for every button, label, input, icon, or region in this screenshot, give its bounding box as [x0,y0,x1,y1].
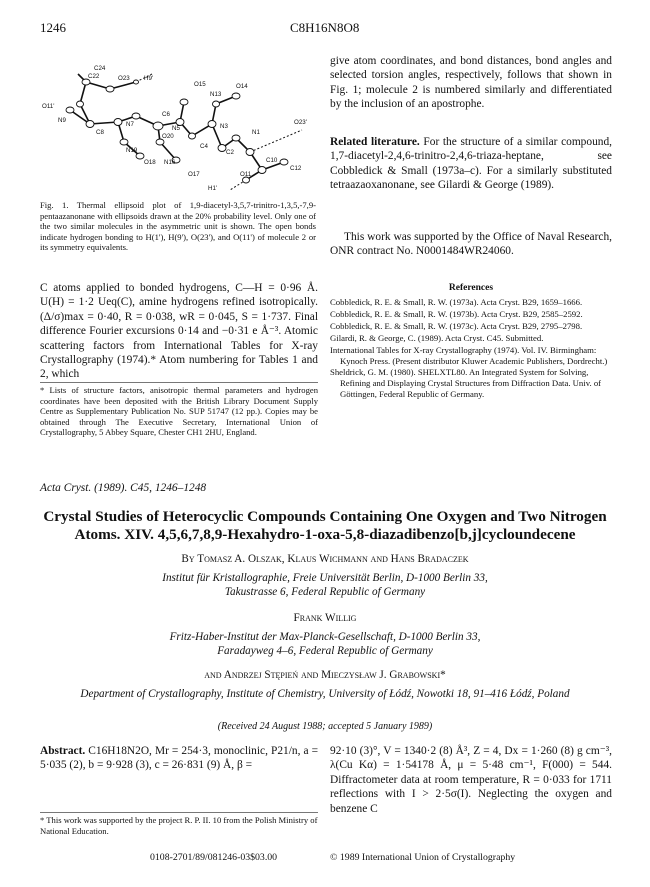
related-literature [330,135,612,193]
abstract-right: 92·10 (3)°, V = 1340·2 (8) Å³, Z = 4, Dx = 1·260 (8) g cm⁻³, λ(Cu Kα) = 1·54178 Å, μ = 5·48 cm⁻¹, F(000) = 544. Diffractometer data at room temperature, R = 0·033 for 1711 reflections with I > 2·5σ(I). Neglecting the oxygen and benzene C [330,745,612,815]
reference-item: Cobbledick, R. E. & Small, R. W. (1973a). Acta Cryst. B29, 1659–1666. [330,297,583,307]
atom-label: C10 [266,157,278,164]
authors-line-1: By Tomasz A. Olszak, Klaus Wichmann and Hans Bradaczek [181,553,469,565]
atom-label: O14 [236,83,248,90]
atom-label: C8 [96,129,104,136]
abstract-left [40,744,318,773]
atom-label: N1 [252,129,260,136]
page-number: 1246 [40,20,66,35]
related-literature-text: For the structure of a similar compound, 1,7-diacetyl-2,4,6-trinitro-2,4,6-triaza-heptane, see Cobbledick & Small (1973a–c). For a similarly substituted tetraazaoxanonane, see Gilardi & George (1989). [330,136,612,192]
atom-label: N9 [58,117,66,124]
references-title: References [448,283,494,293]
atom-label: C4 [200,143,208,150]
article-title: Crystal Studies of Heterocyclic Compounds Containing One Oxygen and Two Nitrogen Atoms. XIV. 4,5,6,7,8,9-Hexahydro-1-oxa-5,8-diazadibenzo[b,j]cycloundecene [43,508,607,543]
article-code: 0108-2701/89/081246-03$03.00 [150,852,278,863]
figure-caption: Fig. 1. Thermal ellipsoid plot of 1,9-diacetyl-3,5,7-trinitro-1,3,5,-7,9-pentaazanonane with ellipsoids drawn at the 20% probability level. Only one of the two similar molecules in the asymmetric unit is shown. The open bonds indicate hydrogen bonding to H(1'), H(9'), O(23'), and O(11') of molecule 2 or its symmetry equivalents. [40,200,316,253]
reference-item: Cobbledick, R. E. & Small, R. W. (1973c). Acta Cryst. B29, 2795–2798. [330,320,583,331]
atom-label: C22 [88,73,100,80]
atom-label: O17 [188,171,200,178]
atom-label: H1' [208,185,218,192]
atom-label: C12 [290,165,302,172]
abstract-label: Abstract. [40,745,86,757]
authors-line-2: Frank Willig [293,612,357,624]
right-body-paragraph: give atom coordinates, and bond distances, bond angles and selected torsion angles, respectively, follows that shown in Fig. 1; molecule 2 is numbered similarly and differentiated by the inclusion of an apostrophe. [330,55,612,111]
atom-label: O20 [162,133,174,140]
references-list [330,297,612,401]
received-dates: (Received 24 August 1988; accepted 5 January 1989) [217,721,433,732]
authors-line-3: and Andrzej Stępień and Mieczysław J. Grabowski* [204,669,446,681]
atom-label: O15 [194,81,206,88]
atom-label: N13 [210,91,222,98]
atom-label: O11' [42,103,55,110]
atom-label: O23 [118,75,130,82]
footnote-divider [40,382,318,383]
affiliation-1: Institut für Kristallographie, Freie Universität Berlin, D-1000 Berlin 33, Takustrasse 6, Federal Republic of Germany [162,572,488,599]
atom-label: N3 [220,123,228,130]
running-head-formula: C8H16N8O8 [290,20,360,35]
atom-label: N19 [126,147,138,154]
atom-label: C6 [162,111,170,118]
reference-item: Sheldrick, G. M. (1980). SHELXTL80. An Integrated System for Solving, Refining and Displaying Crystal Structures from Diffraction Data. Univ. of Göttingen, Federal Republic of Germany. [330,367,602,400]
atom-label: H9' [144,75,154,82]
atom-label: N16 [164,159,176,166]
atom-label: O11 [240,171,252,178]
related-literature-label: Related literature. [330,136,420,148]
reference-item: International Tables for X-ray Crystallography (1974). Vol. IV. Birmingham: Kynoch Press. (Present distributor Kluwer Academic Publishers, Dordrecht.) [330,344,608,366]
left-body-paragraph: C atoms applied to bonded hydrogens, C—H = 0·96 Å. U(H) = 1·2 Ueq(C), amine hydrogens refined isotropically. (Δ/σ)max = 0·40, R = 0·038, wR = 0·045, S = 1·737. Final difference Fourier excursions 0·14 and −0·31 e Å⁻³. Atomic scattering factors from International Tables for X-ray Crystallography (1974).* Atom numbering for Tables 1 and 2, which [40,282,318,381]
article-footnote: * This work was supported by the project R. P. II. 10 from the Polish Ministry of National Education. [40,815,318,836]
deposit-footnote: * Lists of structure factors, anisotropic thermal parameters and hydrogen coordinates have been deposited with the British Library Document Supply Centre as Supplementary Publication No. SUP 51747 (12 pp.). Copies may be obtained through The Executive Secretary, International Union of Crystallography, 5 Abbey Square, Chester CH1 2HU, England. [40,385,318,438]
atom-label: O23' [294,119,307,126]
molecule-plot [40,52,322,200]
copyright-notice: © 1989 International Union of Crystallography [330,852,516,863]
article-citation: Acta Cryst. (1989). C45, 1246–1248 [40,482,207,494]
atom-label: O18 [144,159,156,166]
affiliation-3: Department of Crystallography, Institute of Chemistry, University of Łódź, Nowotki 18, 91–416 Łódź, Poland [80,688,570,700]
atom-label: N5 [172,125,180,132]
reference-item: Cobbledick, R. E. & Small, R. W. (1973b). Acta Cryst. B29, 2585–2592. [330,308,583,319]
reference-item: Gilardi, R. & George, C. (1989). Acta Cryst. C45. Submitted. [330,332,544,343]
footnote-divider-2 [40,812,318,813]
atom-label: N7 [126,121,134,128]
acknowledgement: This work was supported by the Office of Naval Research, ONR contract No. N0001484WR24060. [330,231,612,258]
affiliation-2: Fritz-Haber-Institut der Max-Planck-Gesellschaft, D-1000 Berlin 33, Faradayweg 4–6, Federal Republic of Germany [169,631,481,658]
atom-label: C2 [226,149,234,156]
abstract-left-text: C16H18N2O, Mr = 254·3, monoclinic, P21/n, a = 5·035 (2), b = 9·928 (3), c = 26·831 (9) Å, β = [40,745,318,772]
atom-label: C24 [94,65,106,72]
